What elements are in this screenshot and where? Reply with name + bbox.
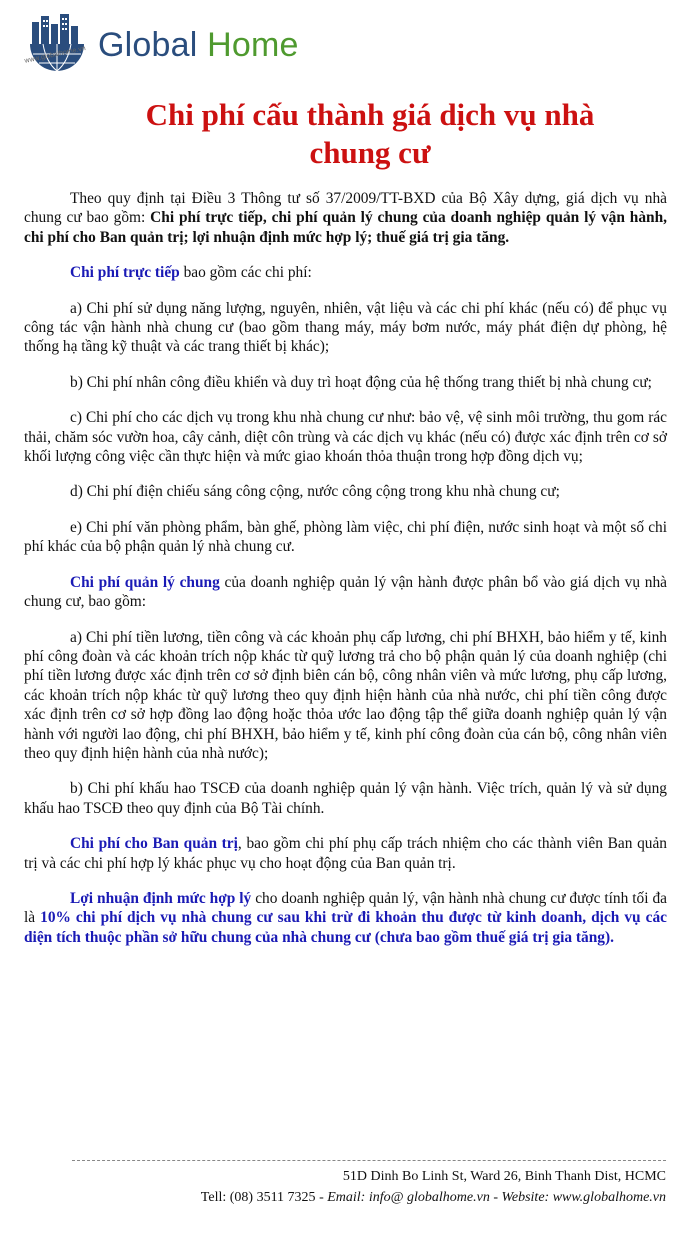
header (26, 14, 386, 76)
direct-cost-text: bao gồm các chi phí: (179, 264, 312, 282)
footer-website-link[interactable]: www.globalhome.vn (552, 1190, 666, 1205)
footer-contact (72, 1188, 666, 1207)
board-cost-paragraph (24, 834, 667, 873)
footer-divider (72, 1160, 666, 1161)
direct-cost-heading (24, 263, 667, 282)
footer-tel: Tell: (08) 3511 7325 (200, 1190, 316, 1205)
page-title-line1: Chi phí cấu thành giá dịch vụ nhà (145, 97, 595, 132)
direct-item-a: a) Chi phí sử dụng năng lượng, nguyên, nhiên, vật liệu và các chi phí khác (nếu có) để phục vụ công tác vận hành nhà chung cư (bao gồm thang máy, máy bơm nước, máy phát điện dự phòng, hệ thống hạ tầng kỹ thuật và các trang thiết bị khác); (24, 299, 667, 356)
globe-building-logo-icon (26, 14, 88, 76)
footer-address: 51D Dinh Bo Linh St, Ward 26, Binh Thanh Dist, HCMC (342, 1169, 666, 1184)
footer-sep2: - (489, 1190, 502, 1205)
intro-bold: Chi phí trực tiếp, chi phí quản lý chung của doanh nghiệp quản lý vận hành, chi phí cho Ban quản trị; lợi nhuận định mức hợp lý; thuế giá trị gia tăng. (24, 209, 667, 246)
direct-item-e: e) Chi phí văn phòng phẩm, bàn ghế, phòng làm việc, chi phí điện, nước sinh hoạt và một số chi phí khác của bộ phận quản lý nhà chung cư. (24, 518, 667, 556)
logo-word-global: Global (98, 26, 198, 64)
profit-text: cho doanh nghiệp quản lý, vận hành nhà chung cư được tính tối đa là (24, 889, 667, 927)
profit-label: Lợi nhuận định mức hợp lý (70, 889, 252, 907)
general-cost-heading (24, 573, 667, 612)
general-item-b: b) Chi phí khấu hao TSCĐ của doanh nghiệp quản lý vận hành. Việc trích, quản lý và sử dụng khấu hao TSCĐ theo quy định của Bộ Tài chính. (24, 780, 667, 817)
intro-text: Theo quy định tại Điều 3 Thông tư số 37/2009/TT-BXD của Bộ Xây dựng, giá dịch vụ nhà chung cư bao gồm: (24, 190, 667, 227)
footer-website-label: Website: (501, 1190, 553, 1205)
footer (72, 1160, 666, 1207)
direct-item-d: d) Chi phí điện chiếu sáng công cộng, nước công cộng trong khu nhà chung cư; (70, 483, 560, 501)
profit-highlight: 10% chi phí dịch vụ nhà chung cư sau khi trừ đi khoản thu được từ kinh doanh, dịch vụ các diện tích thuộc phần sở hữu chung của nhà chung cư (chưa bao gồm thuế giá trị gia tăng). (24, 909, 667, 946)
board-cost-label: Chi phí cho Ban quản trị (70, 835, 238, 853)
profit-paragraph (24, 889, 667, 947)
document-body (24, 189, 667, 963)
direct-item-b: b) Chi phí nhân công điều khiển và duy trì hoạt động của hệ thống trang thiết bị nhà chung cư; (70, 373, 652, 391)
intro-paragraph (24, 189, 667, 247)
logo-wordmark (98, 28, 299, 62)
general-item-a: a) Chi phí tiền lương, tiền công và các khoản phụ cấp lương, chi phí BHXH, bảo hiểm y tế, kinh phí công đoàn và các khoản trích nộp khác từ quỹ lương trả cho bộ phận quản lý của doanh nghiệp (chi phí tiền lương được xác định trên cơ sở định biên cán bộ, công nhân viên và mức lương, phụ cấp lương, các khoản trích nộp khác từ quỹ lương theo quy định hiện hành của nhà nước, chi phí tiền công được xác định trên cơ sở hợp đồng lao động hoặc thỏa ước lao động tập thể giữa doanh nghiệp quản lý vận hành với người lao động, chi phí BHXH, bảo hiểm y tế, kinh phí công đoàn của cán bộ, công nhân viên theo quy định hiện hành của nhà nước); (24, 628, 667, 762)
direct-item-c: c) Chi phí cho các dịch vụ trong khu nhà chung cư như: bảo vệ, vệ sinh môi trường, thu gom rác thải, chăm sóc vườn hoa, cây cảnh, diệt côn trùng và các dịch vụ khác (nếu có) được xác định trên cơ sở khối lượng công việc cần thực hiện và mức giao khoán thỏa thuận trong hợp đồng dịch vụ; (24, 409, 667, 466)
page-title (80, 96, 660, 172)
page-title-line2: chung cư (309, 135, 431, 170)
logo-url: www.globalhome.vn (24, 45, 87, 65)
direct-cost-label: Chi phí trực tiếp (70, 264, 180, 282)
logo-word-home: Home (207, 26, 299, 64)
footer-email-link[interactable]: info@ globalhome.vn (368, 1190, 490, 1205)
general-cost-text: của doanh nghiệp quản lý vận hành được phân bổ vào giá dịch vụ nhà chung cư, bao gồm: (24, 573, 667, 611)
general-cost-label: Chi phí quản lý chung (70, 573, 220, 591)
footer-sep1: - (315, 1190, 328, 1205)
board-cost-text: , bao gồm chi phí phụ cấp trách nhiệm cho các thành viên Ban quản trị và các chi phí hợp lý khác phục vụ cho hoạt động của Ban quản trị. (24, 835, 668, 872)
footer-email-label: Email: (327, 1190, 369, 1205)
